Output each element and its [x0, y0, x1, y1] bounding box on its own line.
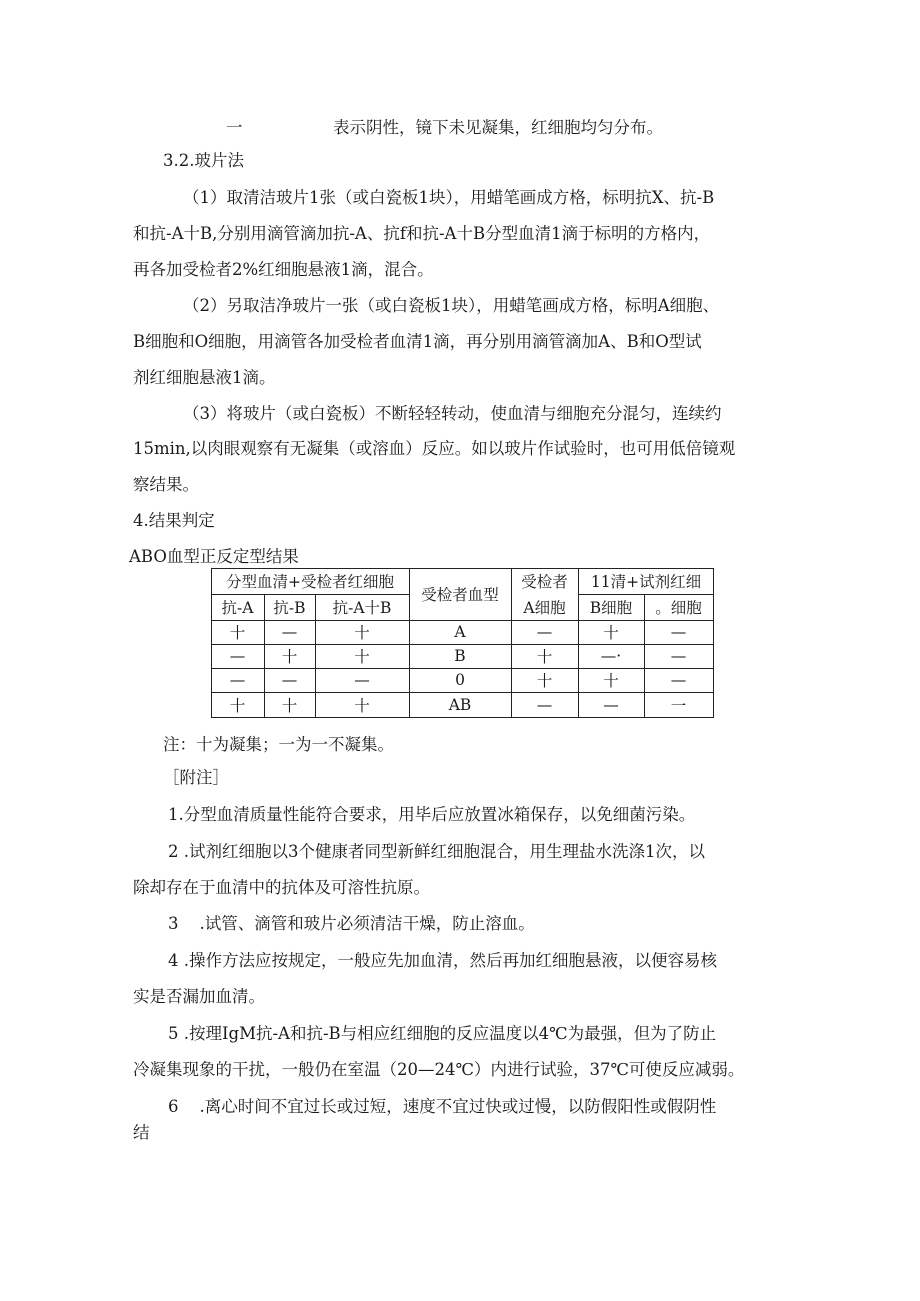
subheader-o-cell: 。细胞 [655, 599, 702, 617]
table-cell: — [281, 671, 298, 689]
section-4-heading: 4.结果判定 [133, 511, 215, 530]
table-cell: 十 [354, 648, 370, 666]
table-cell: 十 [354, 696, 370, 715]
step1-line-1: （1）取清洁玻片1张（或白瓷板1块），用蜡笔画成方格，标明抗X、抗-B [183, 188, 715, 207]
table-cell: — [536, 623, 553, 641]
table-note: 注：十为凝集；一为一不凝集。 [163, 735, 394, 754]
negative-description: 表示阴性，镜下未见凝集，红细胞均匀分布。 [333, 118, 663, 137]
table-cell: B [454, 647, 466, 665]
header-examinee: 受检者 [521, 573, 568, 591]
negative-dash: 一 [226, 118, 243, 137]
table-cell: AB [448, 695, 472, 714]
table-cell: 十 [281, 696, 298, 715]
table-cell: 十 [354, 624, 370, 642]
appendix-heading: ［附注］ [163, 768, 229, 787]
table-cell: A [454, 623, 466, 641]
step1-line-2: 和抗-A十B,分别用滴管滴加抗-A、抗f和抗-A十B分型血清1滴于标明的方格内， [133, 224, 711, 243]
appendix-item-5-cont: 冷凝集现象的干扰，一般仍在室温（20—24℃）内进行试验，37℃可使反应减弱。 [133, 1060, 745, 1079]
table-cell: — [670, 623, 687, 641]
step3-line-1: （3）将玻片（或白瓷板）不断轻轻转动，使血清与细胞充分混匀，连续约 [183, 404, 722, 423]
table-cell: — [354, 671, 370, 689]
subheader-anti-b: 抗-B [273, 599, 306, 617]
table-caption: ABO血型正反定型结果 [129, 547, 299, 566]
table-cell: — [281, 623, 298, 641]
table-cell: — [670, 671, 687, 689]
subheader-anti-a: 抗-A [221, 599, 254, 617]
appendix-item-1: 1.分型血清质量性能符合要求，用毕后应放置冰箱保存，以免细菌污染。 [168, 805, 696, 824]
step3-line-3: 察结果。 [133, 475, 199, 494]
subheader-b-cell: B细胞 [589, 599, 633, 617]
table-cell: — [603, 695, 619, 714]
table-cell: 一 [670, 696, 687, 715]
step2-line-3: 剂红细胞悬液1滴。 [133, 368, 276, 387]
appendix-item-4-cont: 实是否漏加血清。 [133, 987, 265, 1006]
table-cell: — [229, 647, 246, 665]
appendix-item-3: 3 .试管、滴管和玻片必须清洁干燥，防止溶血。 [168, 914, 535, 933]
table-cell: — [670, 647, 687, 665]
step1-line-3: 再各加受检者2%红细胞悬液1滴，混合。 [133, 260, 434, 279]
subheader-anti-ab: 抗-A十B [332, 599, 392, 617]
section-3-2-heading: 3.2.玻片法 [163, 151, 244, 170]
appendix-item-6-cont: 结 [133, 1123, 150, 1142]
step2-line-1: （2）另取洁净玻片一张（或白瓷板1块），用蜡笔画成方格，标明A细胞、 [183, 296, 720, 315]
appendix-item-6: 6 .离心时间不宜过长或过短，速度不宜过快或过慢，以防假阳性或假阴性 [168, 1097, 717, 1116]
step3-line-2: 15min,以肉眼观察有无凝集（或溶血）反应。如以玻片作试验时，也可用低倍镜观 [133, 439, 736, 458]
appendix-item-2-cont: 除却存在于血清中的抗体及可溶性抗原。 [133, 878, 430, 897]
appendix-item-2: 2 .试剂红细胞以3个健康者同型新鲜红细胞混合，用生理盐水洗涤1次，以 [168, 842, 705, 861]
table-cell: 十 [536, 648, 553, 666]
header-blood-type: 受检者血型 [421, 586, 499, 604]
table-cell: —· [600, 647, 622, 665]
appendix-item-4: 4 .操作方法应按规定，一般应先加血清，然后再加红细胞悬液，以便容易核 [168, 951, 717, 970]
table-cell: — [536, 695, 553, 714]
appendix-item-5: 5 .按理IgM抗-A和抗-B与相应红细胞的反应温度以4℃为最强，但为了防止 [168, 1024, 717, 1043]
table-cell: 十 [603, 624, 619, 642]
step2-line-2: B细胞和O细胞，用滴管各加受检者血清1滴，再分别用滴管滴加A、B和O型试 [133, 332, 702, 351]
header-reagent-cells: 11清+试剂红细 [590, 573, 702, 591]
table-cell: 十 [281, 648, 298, 666]
table-cell: 十 [229, 696, 246, 715]
table-cell: 0 [455, 671, 465, 689]
header-typing-serum: 分型血清+受检者红细胞 [226, 573, 394, 591]
subheader-a-cell: A细胞 [523, 599, 566, 617]
table-cell: 十 [536, 672, 553, 690]
table-cell: 十 [229, 624, 246, 642]
table-cell: — [229, 671, 246, 689]
table-cell: 十 [603, 672, 619, 690]
